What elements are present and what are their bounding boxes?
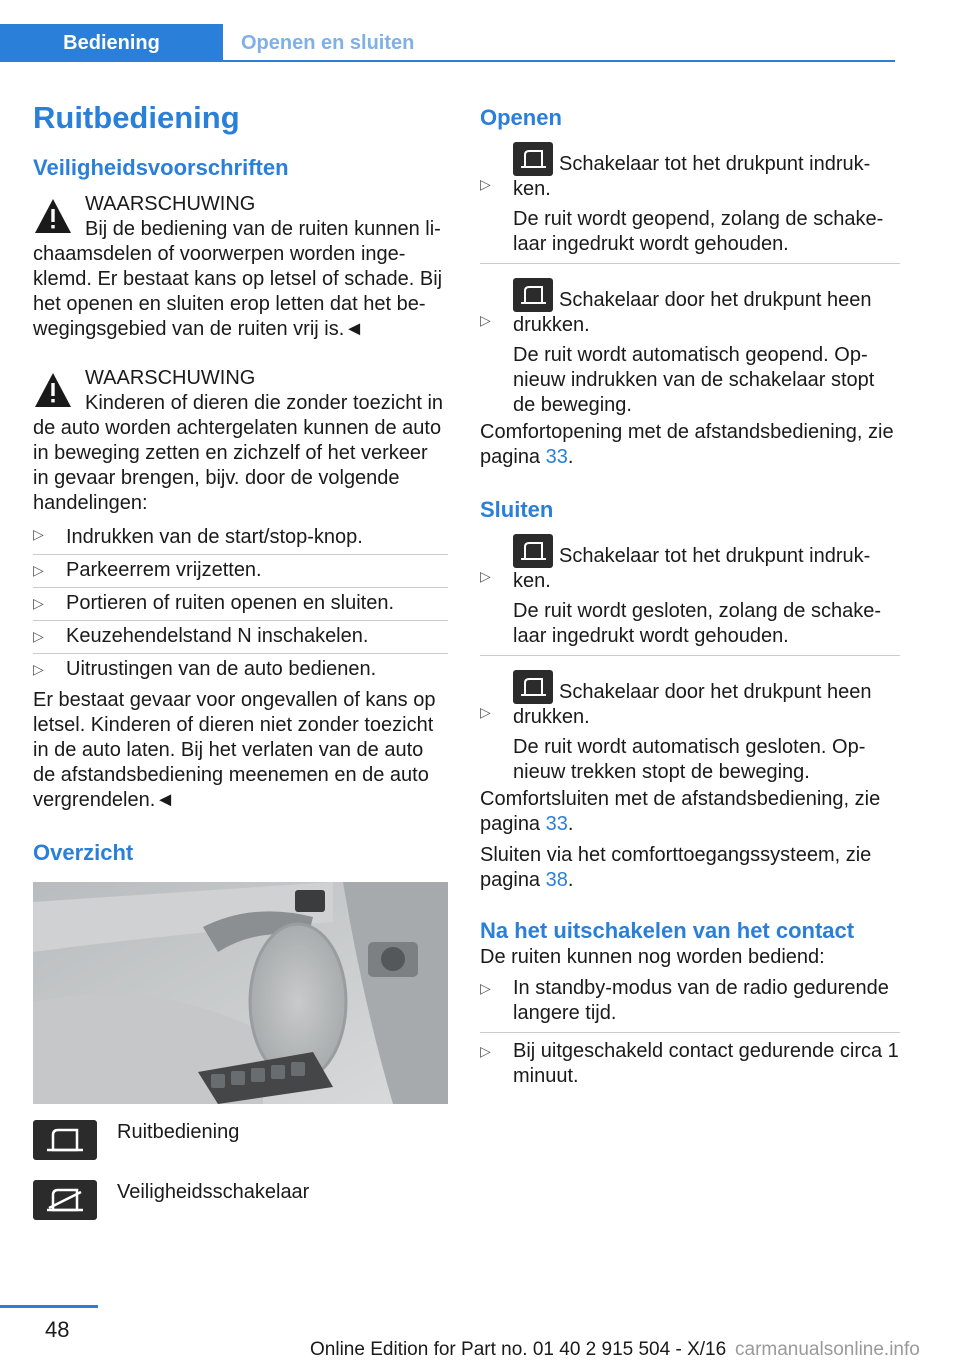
- triangle-bullet-icon: ▷: [480, 568, 491, 584]
- list-item: ▷ Schakelaar tot het drukpunt indrukken. De ruit wordt gesloten, zolang de schakelaar ingedrukt wordt gehouden.: [480, 534, 900, 655]
- comfort-open-text: Comfortopening met de afstandsbediening, zie pagina 33.: [480, 421, 894, 468]
- close-heading: Sluiten: [480, 497, 554, 522]
- list-item: ▷ Schakelaar door het drukpunt heen drukken. De ruit wordt automatisch gesloten. Opnieuw trekken stopt de beweging.: [480, 655, 900, 787]
- triangle-bullet-icon: ▷: [33, 628, 44, 644]
- warning-text: Bij de bediening van de ruiten kunnen lichaamsdelen of voorwerpen worden ingeklemd. Er bestaat kans op letsel of schade. Bij het openen en sluiten erop letten dat het bewegingsgebied van de ruiten vrij is.◄: [33, 218, 443, 340]
- window-switch-icon: [33, 1120, 97, 1160]
- list-item: ▷ Schakelaar tot het drukpunt indrukken. De ruit wordt geopend, zolang de schakelaar ingedrukt wordt gehouden.: [480, 142, 900, 263]
- window-switch-icon: [513, 534, 553, 568]
- list-item: ▷ Indrukken van de start/stop-knop.: [33, 522, 448, 554]
- warning-triangle-icon: [33, 196, 73, 236]
- triangle-bullet-icon: ▷: [480, 1043, 491, 1059]
- triangle-bullet-icon: ▷: [33, 526, 44, 542]
- watermark-text: carmanualsonline.info: [735, 1339, 920, 1360]
- open-steps-list: [480, 142, 900, 420]
- list-item: ▷ Bij uitgeschakeld contact gedurende circa 1 minuut.: [480, 1032, 900, 1089]
- triangle-bullet-icon: ▷: [480, 312, 491, 328]
- page-link[interactable]: 33: [545, 446, 568, 468]
- after-ignition-intro: De ruiten kunnen nog worden bediend:: [480, 946, 825, 968]
- triangle-bullet-icon: ▷: [33, 562, 44, 578]
- close-steps-list: [480, 534, 900, 787]
- left-column: [33, 98, 448, 1220]
- list-item: ▷ In standby-modus van de radio gedurende langere tijd.: [480, 977, 889, 1024]
- after-ignition-list: [480, 976, 900, 1089]
- list-item: ▷ Parkeerrem vrijzetten.: [33, 554, 448, 587]
- footer-rule: [0, 1305, 98, 1308]
- list-item: ▷ Keuzehendelstand N inschakelen.: [33, 620, 448, 653]
- after-ignition-heading: Na het uitschakelen van het contact: [480, 918, 855, 943]
- comfort-access-text: Sluiten via het comforttoegangssysteem, zie pagina 38.: [480, 844, 872, 891]
- legend-item-veiligheidsschakelaar: [33, 1180, 448, 1220]
- page-link[interactable]: 38: [545, 869, 568, 891]
- warning-text: Kinderen of dieren die zonder toezicht in de auto worden achtergelaten kunnen de auto in beweging zetten en zichzelf of het verkeer in gevaar brengen, bijv. door de volgende handelingen:: [33, 392, 444, 514]
- page-header: [0, 24, 895, 62]
- legend-item-ruitbediening: [33, 1120, 448, 1160]
- right-column: [480, 104, 900, 1089]
- warning-block-1: [33, 192, 448, 342]
- door-panel-illustration: [33, 882, 448, 1104]
- comfort-close-text: Comfortsluiten met de afstandsbediening, zie pagina 33.: [480, 788, 881, 835]
- triangle-bullet-icon: ▷: [480, 176, 491, 192]
- edition-text: Online Edition for Part no. 01 40 2 915 504 - X/16: [310, 1339, 727, 1360]
- triangle-bullet-icon: ▷: [33, 595, 44, 611]
- door-panel-photo: [33, 882, 448, 1104]
- list-item: ▷ Portieren of ruiten openen en sluiten.: [33, 587, 448, 620]
- header-rule: [0, 60, 895, 62]
- tab-bediening[interactable]: Bediening: [0, 24, 223, 62]
- window-switch-icon: [513, 670, 553, 704]
- warning-closing-text: Er bestaat gevaar voor ongevallen of kans op letsel. Kinderen of dieren niet zonder toezicht in de auto laten. Bij het verlaten van de auto de afstandsbediening meenemen en de auto vergrendelen.◄: [33, 689, 436, 811]
- section-title: Ruitbediening: [33, 100, 240, 135]
- window-switch-icon: [513, 142, 553, 176]
- page-number: 48: [45, 1317, 70, 1342]
- overview-heading: Overzicht: [33, 840, 134, 865]
- list-item: ▷ Uitrustingen van de auto bedienen.: [33, 653, 448, 686]
- triangle-bullet-icon: ▷: [33, 661, 44, 677]
- warning-triangle-icon: [33, 370, 73, 410]
- triangle-bullet-icon: ▷: [480, 980, 491, 996]
- triangle-bullet-icon: ▷: [480, 704, 491, 720]
- safety-switch-icon: [33, 1180, 97, 1220]
- warning-bullet-list: [33, 522, 448, 686]
- warning-title: WAARSCHUWING: [85, 367, 256, 389]
- warning-title: WAARSCHUWING: [85, 193, 256, 215]
- warning-block-2: [33, 366, 448, 516]
- page-link[interactable]: 33: [545, 813, 568, 835]
- tab-openen-en-sluiten[interactable]: Openen en sluiten: [241, 31, 415, 54]
- legend-label: Veiligheidsschakelaar: [117, 1181, 310, 1203]
- open-heading: Openen: [480, 105, 562, 130]
- legend-label: Ruitbediening: [117, 1121, 240, 1143]
- window-switch-icon: [513, 278, 553, 312]
- list-item: ▷ Schakelaar door het drukpunt heen drukken. De ruit wordt automatisch geopend. Opnieuw indrukken van de schakelaar stopt de beweging.: [480, 263, 900, 420]
- safety-heading: Veiligheidsvoorschriften: [33, 155, 289, 180]
